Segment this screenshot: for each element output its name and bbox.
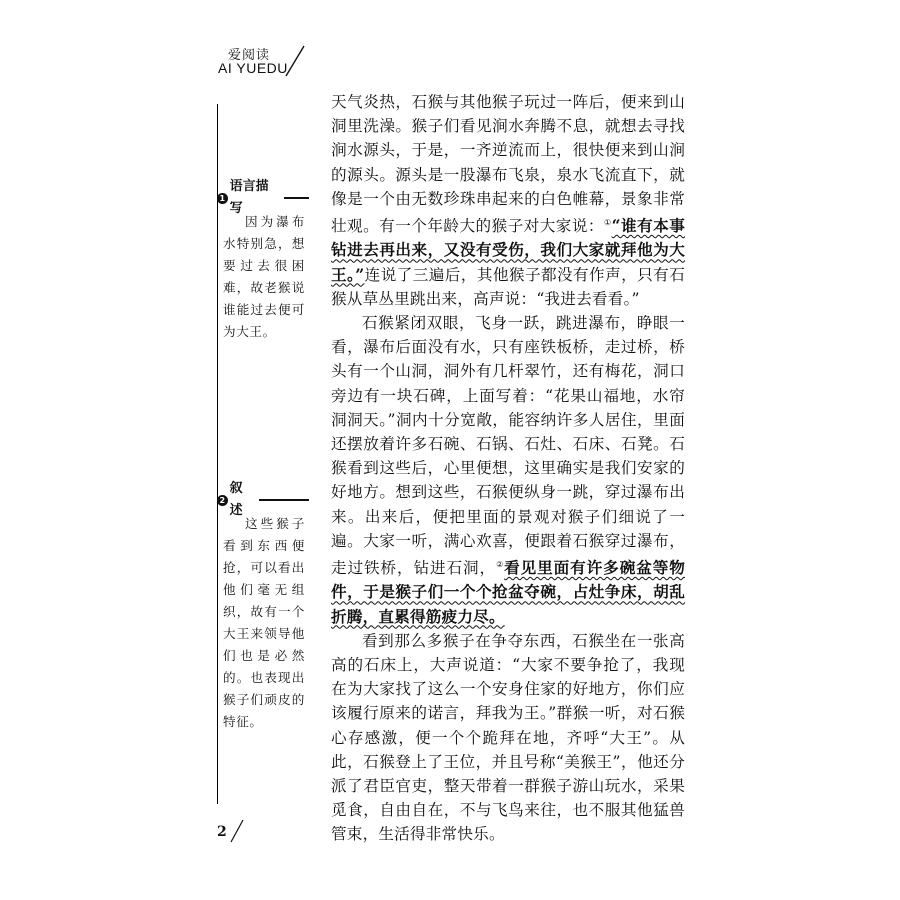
paragraph-2	[331, 311, 685, 629]
margin-note-1	[217, 179, 309, 343]
note-body: 这些猴子看到东西便抢，可以看出他们毫无组织，故有一个大王来领导他们也是必然的。也表现出猴子们顽皮的特征。	[223, 516, 305, 729]
page-number-slash-icon	[229, 818, 245, 844]
series-title-cn: 爱阅读	[228, 48, 271, 63]
annotation-marker: ②	[496, 560, 505, 570]
running-header	[218, 44, 308, 84]
note-number-badge: 1	[217, 193, 228, 204]
note-title-text: 叙述	[229, 481, 243, 518]
paragraph-1	[331, 90, 685, 311]
note-title-rule	[284, 197, 309, 199]
note-number-badge: 2	[217, 495, 228, 506]
main-text	[331, 90, 685, 847]
note-title-rule	[259, 499, 309, 501]
text-run: 石猴紧闭双眼，飞身一跃，跳进瀑布，睁眼一看，瀑布后面没有水，只有座铁板桥，走过桥，桥头有一个山洞，洞外有几杆翠竹，还有梅花，洞口旁边有一块石碑，上面写着：“花果山福地，水帘洞洞天。”洞内十分宽敞，能容纳许多人居住，里面还摆放着许多石碗、石锅、石灶、石床、石凳。石猴看到这些后，心里便想，这里确实是我们安家的好地方。想到这些，石猴便纵身一跳，穿过瀑布出来。出来后，便把里面的景观对猴子们细说了一遍。大家一听，满心欢喜，便跟着石猴穿过瀑布，走过铁桥，钻进石洞，	[331, 314, 685, 578]
annotation-marker: ①	[603, 218, 612, 228]
annotated-quote: 看见里面有许多碗盆等物件，于是猴子们一个个抢盆夺碗，占灶争床，胡乱折腾，直累得筋疲力尽。	[331, 558, 686, 626]
page-number: 2	[217, 824, 227, 840]
note-body: 因为瀑布水特别急，想要过去很困难，故老猴说谁能过去便可为大王。	[223, 214, 305, 339]
note-title-text: 语言描写	[229, 179, 269, 216]
header-slash-icon	[282, 44, 308, 78]
note-title	[217, 179, 309, 216]
paragraph-3: 看到那么多猴子在争夺东西，石猴坐在一张高高的石床上，大声说道：“大家不要争抢了，我现在为大家找了这么一个安身住家的好地方，你们应该履行原来的诺言，拜我为王。”群猴一听，对石猴心存感激，便一个个跪拜在地，齐呼“大王”。从此，石猴登上了王位，并且号称“美猴王”，他还分派了君臣官吏，整天带着一群猴子游山玩水，采果觅食，自由自在，不与飞鸟来往，也不服其他猛兽管束，生活得非常快乐。	[331, 631, 685, 844]
text-run: 天气炎热，石猴与其他猴子玩过一阵后，便来到山洞里洗澡。猴子们看见涧水奔腾不息，就想去寻找涧水源头，于是，一齐逆流而上，很快便来到山涧的源头。源头是一股瀑布飞泉，泉水飞流直下，就像是一个由无数珍珠串起来的白色帷幕，景象非常壮观。有一个年龄大的猴子对大家说：	[331, 93, 685, 236]
series-title-en: AI YUEDU	[218, 60, 288, 76]
note-title	[217, 481, 309, 518]
margin-note-2	[217, 481, 309, 733]
text-run: 连说了三遍后，其他猴子都没有作声，只有石猴从草丛里跳出来，高声说：“我进去看看。”	[331, 265, 685, 308]
annotated-quote: “谁有本事钻进去再出来，又没有受伤，我们大家就拜他为大王。”	[331, 216, 685, 284]
